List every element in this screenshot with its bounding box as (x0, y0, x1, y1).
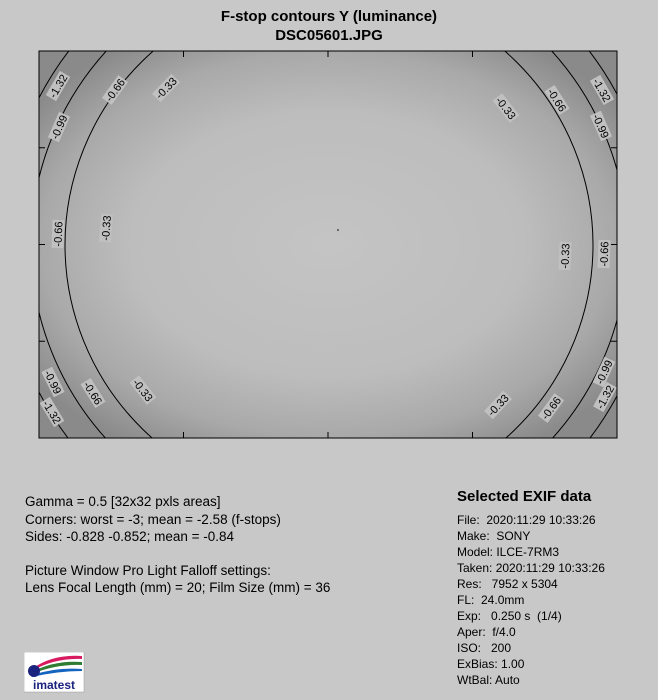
exif-row: Taken: 2020:11:29 10:33:26 (457, 561, 605, 575)
gamma-text: Gamma = 0.5 [32x32 pxls areas] (25, 494, 221, 509)
exif-row: Aper: f/4.0 (457, 625, 516, 639)
exif-title: Selected EXIF data (457, 488, 592, 505)
exif-row: Model: ILCE-7RM3 (457, 545, 560, 559)
chart-subtitle: DSC05601.JPG (275, 27, 383, 44)
exif-row: Res: 7952 x 5304 (457, 577, 558, 591)
contour-label: -0.33 (559, 243, 573, 269)
contour-label: -0.66 (539, 394, 565, 423)
corners-text: Corners: worst = -3; mean = -2.58 (f-stops) (25, 512, 281, 527)
contour-label: -0.99 (41, 368, 64, 397)
contour-label: -0.99 (589, 112, 611, 141)
imatest-logo (24, 652, 86, 694)
exif-row: ExBias: 1.00 (457, 657, 525, 671)
exif-row: ISO: 200 (457, 641, 512, 655)
exif-row: FL: 24.0mm (457, 593, 525, 607)
settings-text: Lens Focal Length (mm) = 20; Film Size (mm) = 36 (25, 580, 331, 595)
exif-row: Make: SONY (457, 529, 531, 543)
contour-label: -0.99 (594, 358, 616, 387)
settings-title: Picture Window Pro Light Falloff settings: (25, 563, 271, 578)
contour-label: -0.33 (492, 95, 518, 123)
chart-title: F-stop contours Y (luminance) (220, 8, 438, 25)
center-mark (337, 229, 339, 231)
contour-label: -1.32 (594, 383, 618, 412)
contour-label: -0.33 (485, 392, 512, 419)
contour-label: -0.66 (598, 241, 612, 267)
logo-text: imatest (32, 678, 76, 692)
plot-field (39, 51, 617, 438)
contour-label: -1.32 (589, 76, 613, 105)
contour-label: -1.32 (39, 398, 63, 427)
exif-row: Exp: 0.250 s (1/4) (457, 609, 562, 623)
contour-label: -0.66 (80, 379, 104, 408)
contour-label: -0.33 (100, 215, 114, 242)
exif-row: WtBal: Auto (457, 673, 520, 687)
contour-label: -1.32 (47, 72, 71, 101)
contour-label: -0.66 (103, 76, 129, 105)
exif-row: File: 2020:11:29 10:33:26 (457, 513, 596, 527)
contour-label: -0.33 (153, 75, 180, 102)
contour-label: -0.66 (52, 221, 66, 247)
contour-label: -0.99 (49, 113, 71, 142)
contour-label: -0.33 (129, 377, 155, 405)
sides-text: Sides: -0.828 -0.852; mean = -0.84 (25, 529, 235, 544)
contour-label: -0.66 (544, 86, 568, 115)
